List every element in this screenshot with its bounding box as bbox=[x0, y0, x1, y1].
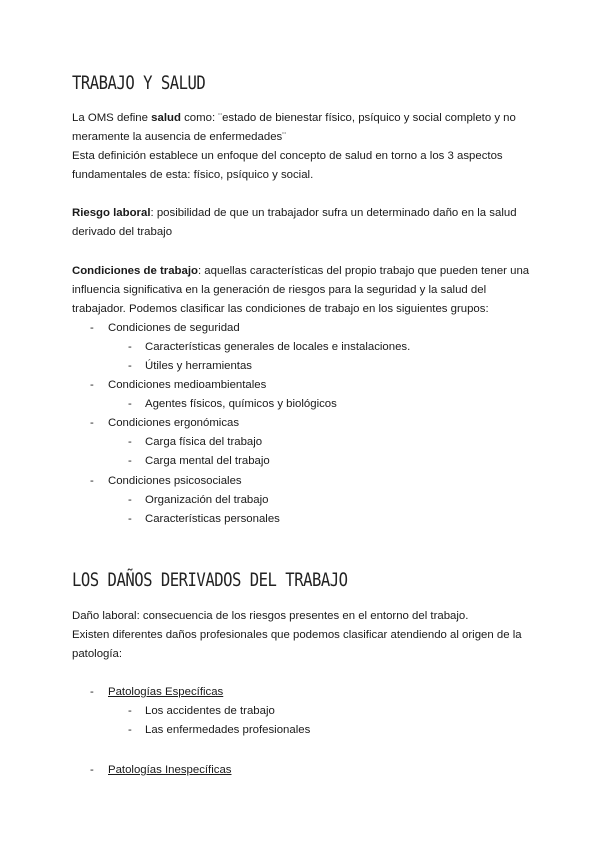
bullet-dash: - bbox=[90, 475, 94, 487]
bullet-dash: - bbox=[90, 764, 94, 776]
para-riesgo-line-1 bbox=[72, 206, 517, 220]
list-item-sub: Características personales bbox=[145, 513, 280, 525]
list-item-sub: Las enfermedades profesionales bbox=[145, 724, 311, 736]
list-item-sub: Agentes físicos, químicos y biológicos bbox=[145, 398, 337, 410]
para-oms-line-1 bbox=[72, 111, 516, 125]
bullet-dash: - bbox=[128, 494, 132, 506]
text-fragment: La OMS define bbox=[72, 112, 152, 124]
bullet-dash: - bbox=[90, 379, 94, 391]
para-condiciones-line-3: trabajador. Podemos clasificar las condiciones de trabajo en los siguientes grupos: bbox=[72, 303, 489, 315]
para-condiciones-line-2: influencia significativa en la generación de riesgos para la seguridad y la salud del bbox=[72, 284, 487, 296]
para-dano-line-2: Existen diferentes daños profesionales que podemos clasificar atendiendo al origen de la bbox=[72, 629, 522, 641]
para-oms-line-4: fundamentales de esta: físico, psíquico y social. bbox=[72, 169, 314, 181]
para-dano-line-1: Daño laboral: consecuencia de los riesgos presentes en el entorno del trabajo. bbox=[72, 610, 469, 622]
bullet-dash: - bbox=[128, 455, 132, 467]
list-item-group: Condiciones psicosociales bbox=[108, 475, 242, 487]
list-item-sub: Características generales de locales e instalaciones. bbox=[145, 341, 411, 353]
bullet-dash: - bbox=[128, 436, 132, 448]
bullet-dash: - bbox=[128, 398, 132, 410]
para-oms-line-3: Esta definición establece un enfoque del concepto de salud en torno a los 3 aspectos bbox=[72, 150, 503, 162]
para-dano-line-3: patología: bbox=[72, 648, 123, 660]
bullet-dash: - bbox=[128, 513, 132, 525]
bold-term-salud: salud bbox=[151, 112, 181, 124]
bullet-dash: - bbox=[90, 417, 94, 429]
list-item-sub: Útiles y herramientas bbox=[145, 360, 252, 372]
list-item-group: Condiciones ergonómicas bbox=[108, 417, 240, 429]
bullet-dash: - bbox=[90, 322, 94, 334]
list-item-sub: Carga mental del trabajo bbox=[145, 455, 270, 467]
bullet-dash: - bbox=[90, 686, 94, 698]
list-item-group-underlined: Patologías Específicas bbox=[108, 686, 224, 698]
para-condiciones-line-1 bbox=[72, 264, 529, 278]
para-oms-line-2: meramente la ausencia de enfermedades¨ bbox=[72, 131, 287, 143]
list-item-group-underlined: Patologías Inespecíficas bbox=[108, 764, 232, 776]
section-title-danos: LOS DAÑOS DERIVADOS DEL TRABAJO bbox=[72, 569, 348, 591]
text-fragment: como: ¨estado de bienestar físico, psíquico y social completo y no bbox=[180, 112, 516, 124]
list-item-group: Condiciones de seguridad bbox=[108, 322, 240, 334]
list-item-sub: Carga física del trabajo bbox=[145, 436, 263, 448]
bullet-dash: - bbox=[128, 360, 132, 372]
bullet-dash: - bbox=[128, 724, 132, 736]
list-item-sub: Organización del trabajo bbox=[145, 494, 269, 506]
text-fragment: : posibilidad de que un trabajador sufra un determinado daño en la salud bbox=[150, 207, 517, 219]
list-item-sub: Los accidentes de trabajo bbox=[145, 705, 275, 717]
section-title-trabajo-salud: TRABAJO Y SALUD bbox=[72, 72, 206, 94]
bullet-dash: - bbox=[128, 341, 132, 353]
bullet-dash: - bbox=[128, 705, 132, 717]
bold-term-riesgo: Riesgo laboral bbox=[72, 207, 151, 219]
para-riesgo-line-2: derivado del trabajo bbox=[72, 226, 173, 238]
text-fragment: : aquellas características del propio trabajo que pueden tener una bbox=[197, 265, 530, 277]
list-item-group: Condiciones medioambientales bbox=[108, 379, 267, 391]
bold-term-condiciones: Condiciones de trabajo bbox=[72, 265, 198, 277]
